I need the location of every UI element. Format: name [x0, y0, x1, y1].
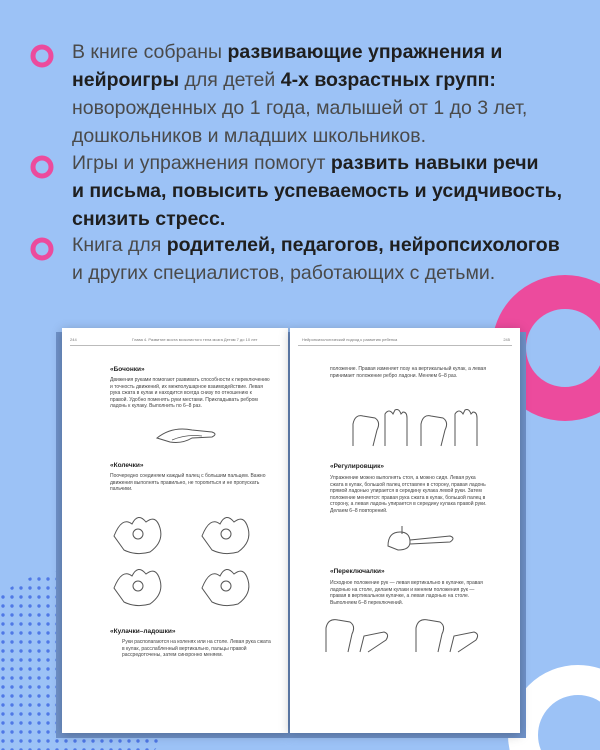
bullet-text: В книге собраны развивающие упражнения и нейроигры для детей 4-х возрастных групп: новорожденных до 1 года, малышей от 1 до 3 лет, дошкольников и младших школьников.: [72, 41, 528, 147]
page-header: Глава 4. Развитие моста мозолистого тела мозга Детям 7 до 10 лет: [132, 337, 258, 342]
section-title: «Кулачки–ладошки»: [110, 628, 176, 635]
bullet-item-2: [30, 149, 590, 233]
section-title: «Регулировщик»: [330, 463, 385, 470]
bullet-item-3: [30, 231, 590, 287]
hand-illustrations: [320, 608, 500, 656]
section-title: «Бочонки»: [110, 366, 145, 373]
pink-ring-bullet-icon: [30, 237, 54, 261]
section-text: Руки располагаются на коленях или на столе. Левая рука сжата в кулак, расслабленный вертикально, пальцы правой рассредоточены, затем синхронно меняем.: [122, 639, 271, 659]
left-page: [62, 328, 288, 733]
bullet-item-1: [30, 38, 590, 150]
page-number: 245: [503, 337, 510, 342]
hand-illustrations: [345, 406, 485, 450]
pink-ring-bullet-icon: [30, 155, 54, 179]
intro-text: положение. Правая изменяет позу на вертикальный кулак, а левая принимает положение ребро ладони. Меняем 6–8 раз.: [330, 366, 487, 379]
page-header: Нейропсихологический подход к развитию ребенка: [302, 337, 398, 342]
hand-illustration: [152, 418, 222, 448]
section-title: «Переключалки»: [330, 568, 385, 575]
section-text: Упражнение можно выполнять стоя, а можно сидя. Левая рука сжата в кулак, большой палец отставлен в сторону, правая ладонь прямой ладонью упирается в середину кулака левой руки. Затем положение меняется: правая рука сжата в кулак, большой палец в сторону, а левая ладонь упирается в середину кулака правой руки. Делаем 6–8 повторений.: [330, 475, 487, 514]
section-text: Поочередно соединяем каждый палец с большим пальцем. Важно движения выполнять правильно, не торопиться и не пропускать пальчики.: [110, 473, 266, 493]
section-title: «Колечки»: [110, 462, 144, 469]
white-ring-decoration: [523, 680, 600, 750]
hand-illustration: [378, 524, 458, 554]
page-number: 244: [70, 337, 77, 342]
section-text: Движения руками помогают развивать способности к переключению и точность движений, их межполушарное взаимодействие. Левая рука сжата в кулак и находится всегда снизу по отношению к правой. Удобно поменять руки местами. Прикладывать ребром ладонь к кулаку. Выполнить по 6–8 раз.: [110, 377, 270, 410]
open-book: [50, 328, 530, 740]
bullet-text: Игры и упражнения помогут развить навыки речи и письма, повысить успеваемость и усидчивость, снизить стресс.: [72, 152, 563, 230]
hand-illustrations: [102, 506, 282, 616]
pink-ring-bullet-icon: [30, 44, 54, 68]
right-page: [290, 328, 520, 733]
section-text: Исходное положение рук — левая вертикально в кулачке, правая ладонью на столе, делаем кулаки и меняем положения рук — правая в вертикальном кулачке, а левая ладонью на столе. Выполняем 6–8 переключений.: [330, 580, 483, 606]
bullet-text: Книга для родителей, педагогов, нейропсихологов и других специалистов, работающих с детьми.: [72, 234, 560, 284]
